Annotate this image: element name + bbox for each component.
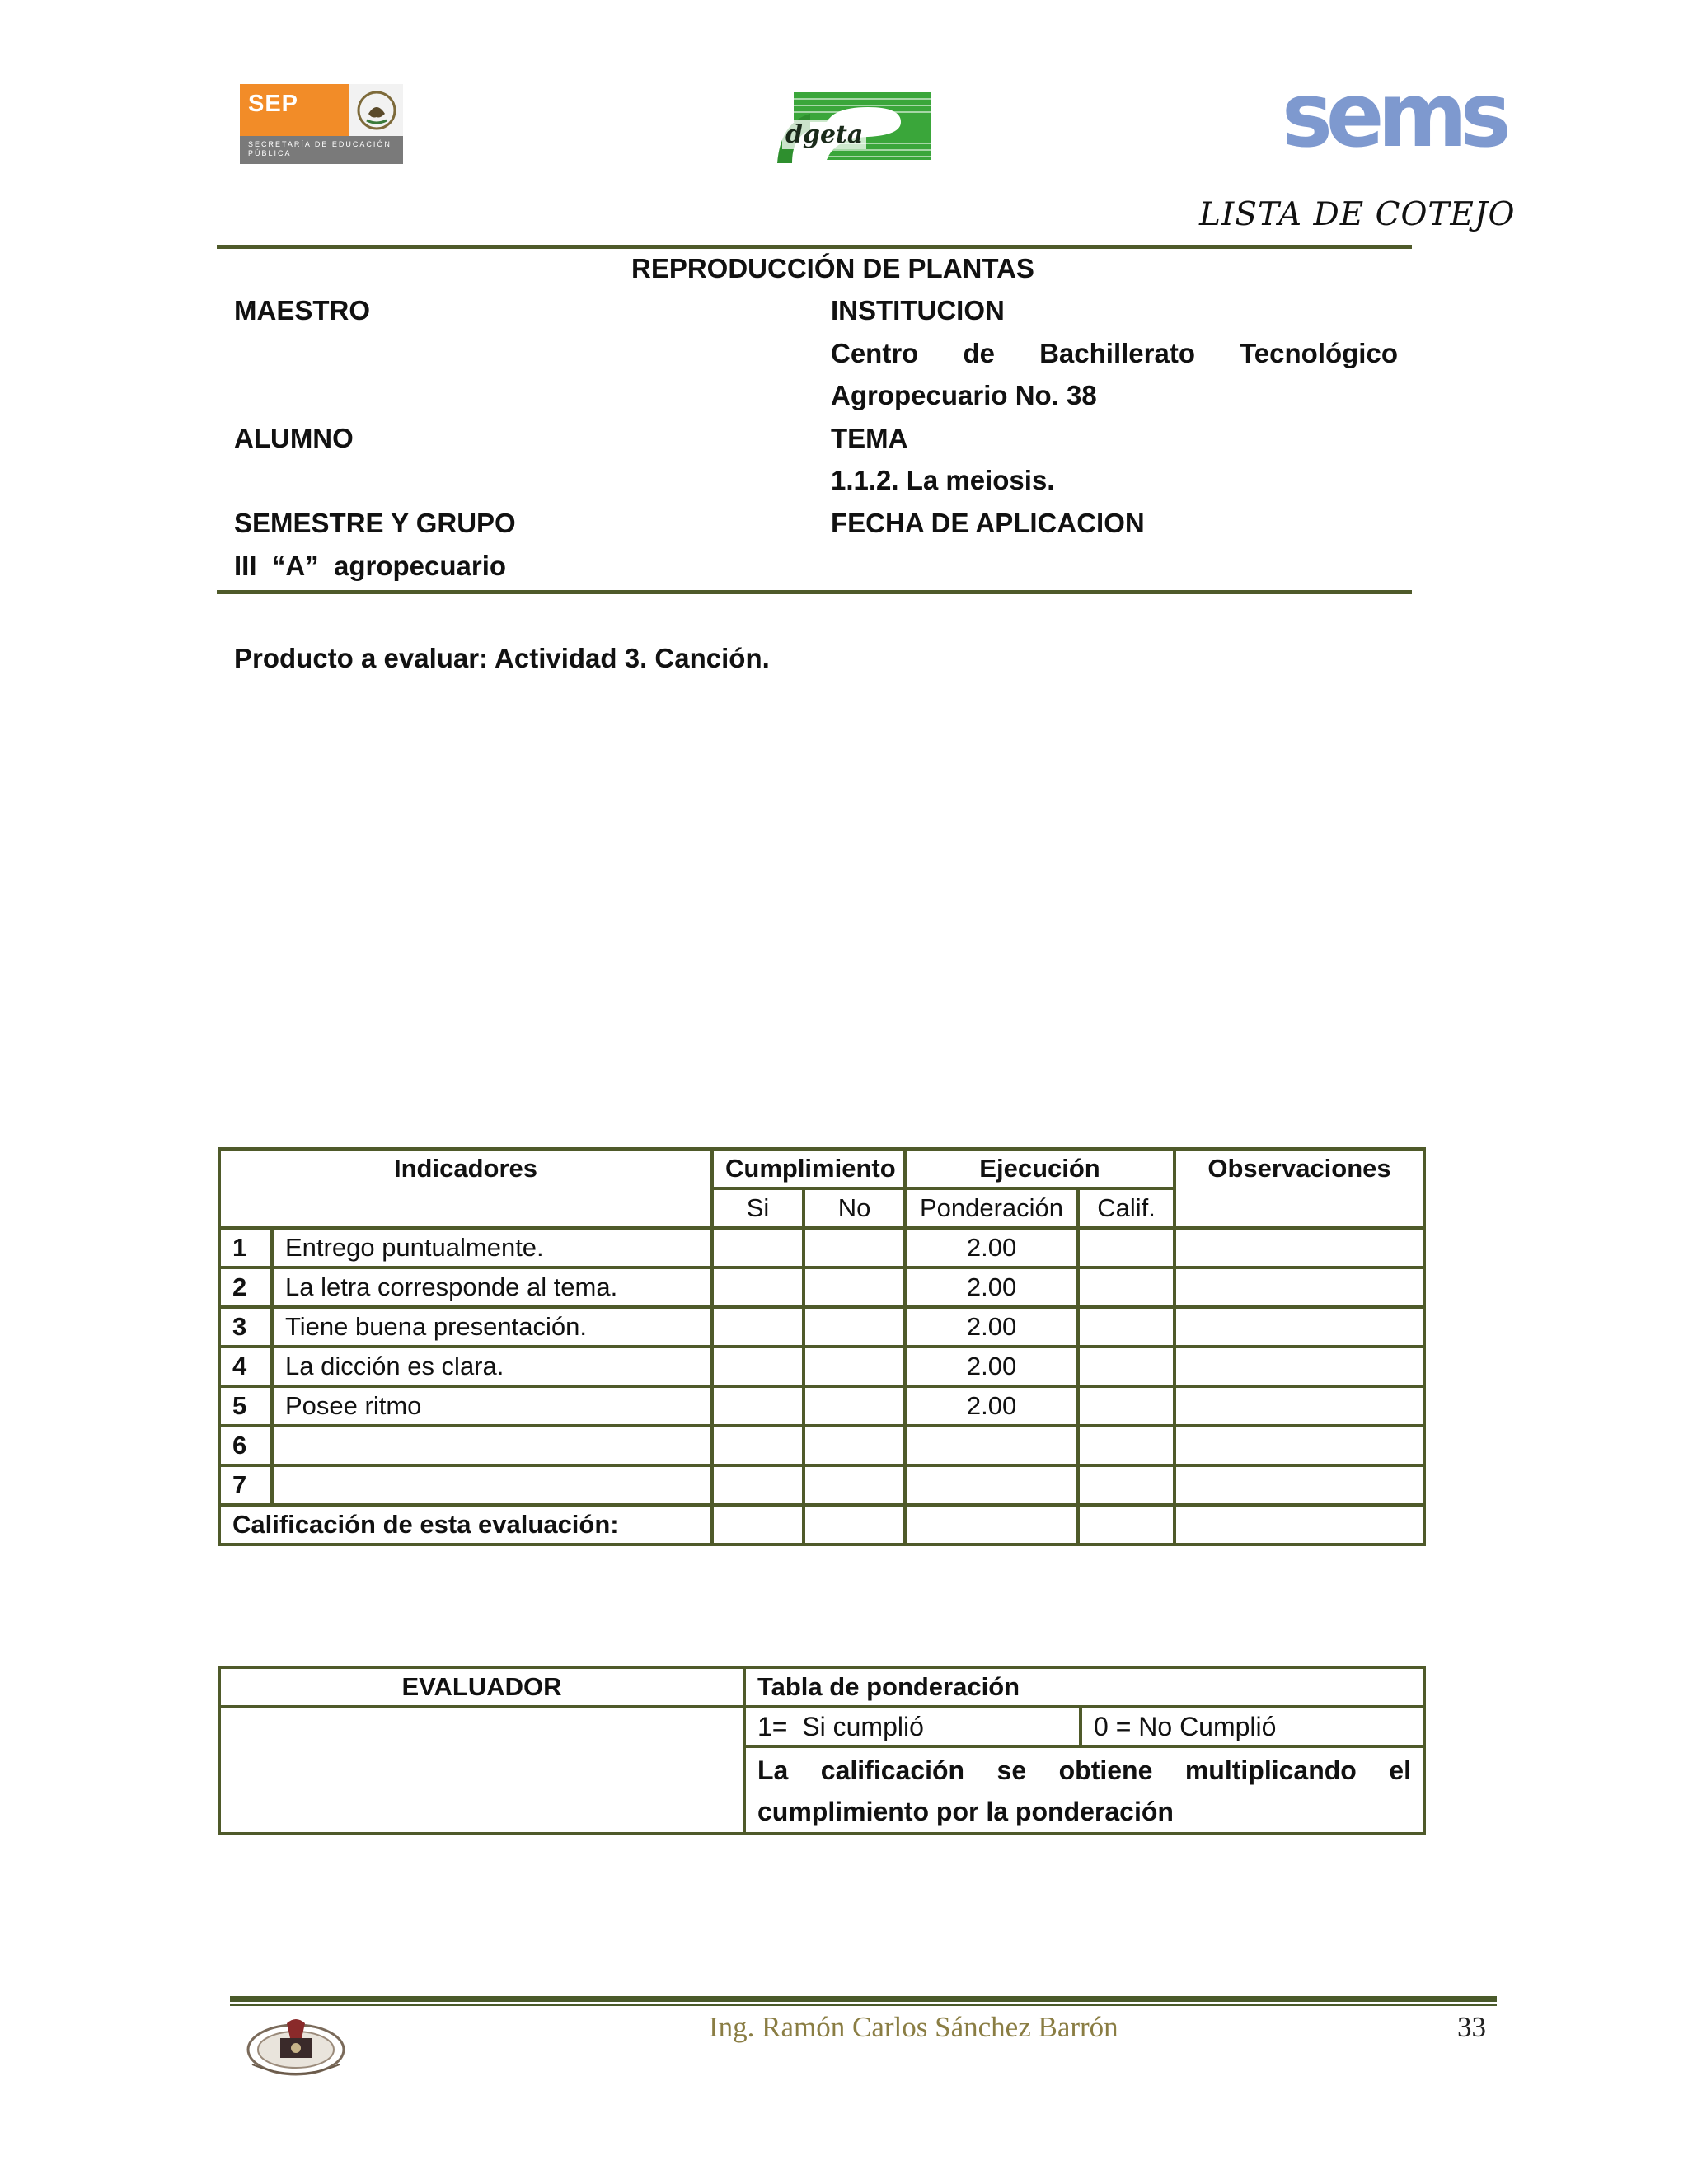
indicator-text: La letra corresponde al tema. <box>272 1268 712 1307</box>
application-date-label: FECHA DE APLICACION <box>831 508 1145 538</box>
yes-cell[interactable] <box>712 1228 804 1268</box>
row-number: 2 <box>219 1268 272 1307</box>
total-weight-cell[interactable] <box>905 1505 1078 1544</box>
grading-note-line-2: cumplimiento por la ponderación <box>757 1797 1174 1826</box>
yes-header: Si <box>712 1188 804 1228</box>
weight-cell: 2.00 <box>905 1268 1078 1307</box>
table-row <box>219 1347 1424 1386</box>
indicator-text[interactable] <box>272 1465 712 1505</box>
total-no-cell[interactable] <box>804 1505 905 1544</box>
no-header: No <box>804 1188 905 1228</box>
yes-complied-value: 1= Si cumplió <box>744 1707 1081 1746</box>
yes-cell[interactable] <box>712 1465 804 1505</box>
indicators-header: Indicadores <box>219 1149 712 1228</box>
yes-cell[interactable] <box>712 1386 804 1426</box>
evaluator-table <box>218 1666 1426 1835</box>
weight-cell: 2.00 <box>905 1347 1078 1386</box>
footer-author: Ing. Ramón Carlos Sánchez Barrón <box>709 2011 1118 2043</box>
observations-cell[interactable] <box>1175 1426 1424 1465</box>
grade-cell[interactable] <box>1078 1426 1175 1465</box>
document-title: LISTA DE COTEJO <box>1199 196 1516 233</box>
grading-note-line-1: La calificación se obtiene multiplicando el <box>757 1755 1411 1785</box>
weight-cell[interactable] <box>905 1465 1078 1505</box>
sep-logo-subtitle: SECRETARÍA DE EDUCACIÓN PÚBLICA <box>248 140 392 157</box>
school-seal-logo <box>244 2015 348 2079</box>
sems-logo <box>1282 61 1505 168</box>
no-cell[interactable] <box>804 1386 905 1426</box>
weight-cell: 2.00 <box>905 1228 1078 1268</box>
product-to-evaluate: Producto a evaluar: Actividad 3. Canción. <box>234 643 770 673</box>
observations-cell[interactable] <box>1175 1307 1424 1347</box>
no-cell[interactable] <box>804 1307 905 1347</box>
observations-cell[interactable] <box>1175 1347 1424 1386</box>
page-number: 33 <box>1457 2011 1486 2043</box>
topic-label: TEMA <box>831 423 908 453</box>
observations-cell[interactable] <box>1175 1465 1424 1505</box>
top-rule <box>217 245 1412 249</box>
evaluator-header-row <box>219 1667 1424 1707</box>
mexico-coat-of-arms-icon <box>355 89 398 132</box>
row-number: 5 <box>219 1386 272 1426</box>
bottom-rule <box>217 590 1412 594</box>
table-header-row <box>219 1149 1424 1188</box>
row-number: 4 <box>219 1347 272 1386</box>
grading-note <box>744 1746 1424 1834</box>
institution-line-1: Centro de Bachillerato Tecnológico <box>831 338 1398 368</box>
total-grade-cell[interactable] <box>1078 1505 1175 1544</box>
evaluator-label: EVALUADOR <box>219 1667 744 1707</box>
yes-cell[interactable] <box>712 1307 804 1347</box>
yes-cell[interactable] <box>712 1268 804 1307</box>
grade-cell[interactable] <box>1078 1307 1175 1347</box>
grade-header: Calif. <box>1078 1188 1175 1228</box>
yes-cell[interactable] <box>712 1426 804 1465</box>
footer-rule-thick <box>230 1996 1497 2002</box>
row-number: 7 <box>219 1465 272 1505</box>
evaluator-values-row <box>219 1707 1424 1746</box>
indicator-text: Entrego puntualmente. <box>272 1228 712 1268</box>
subject-title: REPRODUCCIÓN DE PLANTAS <box>631 253 1034 284</box>
observations-cell[interactable] <box>1175 1228 1424 1268</box>
weight-cell: 2.00 <box>905 1386 1078 1426</box>
table-row <box>219 1307 1424 1347</box>
total-row <box>219 1505 1424 1544</box>
footer-rule-thin <box>230 2004 1497 2006</box>
row-number: 6 <box>219 1426 272 1465</box>
institution-label: INSTITUCION <box>831 295 1005 326</box>
student-label: ALUMNO <box>234 423 354 453</box>
no-cell[interactable] <box>804 1268 905 1307</box>
no-cell[interactable] <box>804 1347 905 1386</box>
observations-header: Observaciones <box>1175 1149 1424 1228</box>
school-seal-icon <box>244 2015 348 2079</box>
observations-cell[interactable] <box>1175 1386 1424 1426</box>
weight-header: Ponderación <box>905 1188 1078 1228</box>
no-cell[interactable] <box>804 1465 905 1505</box>
table-row <box>219 1228 1424 1268</box>
evaluator-signature-cell[interactable] <box>219 1707 744 1834</box>
grade-cell[interactable] <box>1078 1465 1175 1505</box>
execution-header: Ejecución <box>905 1149 1175 1188</box>
no-cell[interactable] <box>804 1426 905 1465</box>
grade-cell[interactable] <box>1078 1347 1175 1386</box>
topic-value: 1.1.2. La meiosis. <box>831 465 1055 495</box>
table-row <box>219 1465 1424 1505</box>
indicator-text: La dicción es clara. <box>272 1347 712 1386</box>
weight-cell: 2.00 <box>905 1307 1078 1347</box>
grade-cell[interactable] <box>1078 1228 1175 1268</box>
yes-cell[interactable] <box>712 1347 804 1386</box>
indicator-text: Posee ritmo <box>272 1386 712 1426</box>
grade-cell[interactable] <box>1078 1386 1175 1426</box>
dgeta-logo-text: dgeta <box>782 120 866 149</box>
table-row <box>219 1426 1424 1465</box>
institution-line-2: Agropecuario No. 38 <box>831 380 1097 410</box>
total-yes-cell[interactable] <box>712 1505 804 1544</box>
semester-label: SEMESTRE Y GRUPO <box>234 508 516 538</box>
semester-value: III “A” agropecuario <box>234 551 507 581</box>
checklist-table <box>218 1147 1426 1546</box>
no-cell[interactable] <box>804 1228 905 1268</box>
weight-table-label: Tabla de ponderación <box>744 1667 1424 1707</box>
sems-logo-text: sems <box>1282 61 1505 168</box>
sep-logo <box>240 84 403 164</box>
total-label: Calificación de esta evaluación: <box>219 1505 712 1544</box>
compliance-header: Cumplimiento <box>712 1149 905 1188</box>
table-row <box>219 1386 1424 1426</box>
indicator-text[interactable] <box>272 1426 712 1465</box>
indicator-text: Tiene buena presentación. <box>272 1307 712 1347</box>
row-number: 1 <box>219 1228 272 1268</box>
sep-logo-text: SEP <box>248 91 299 117</box>
no-complied-value: 0 = No Cumplió <box>1081 1707 1424 1746</box>
observations-cell[interactable] <box>1175 1268 1424 1307</box>
grade-cell[interactable] <box>1078 1268 1175 1307</box>
total-observations-cell[interactable] <box>1175 1505 1424 1544</box>
table-row <box>219 1268 1424 1307</box>
row-number: 3 <box>219 1307 272 1347</box>
weight-cell[interactable] <box>905 1426 1078 1465</box>
teacher-label: MAESTRO <box>234 295 370 326</box>
dgeta-logo <box>777 89 934 163</box>
